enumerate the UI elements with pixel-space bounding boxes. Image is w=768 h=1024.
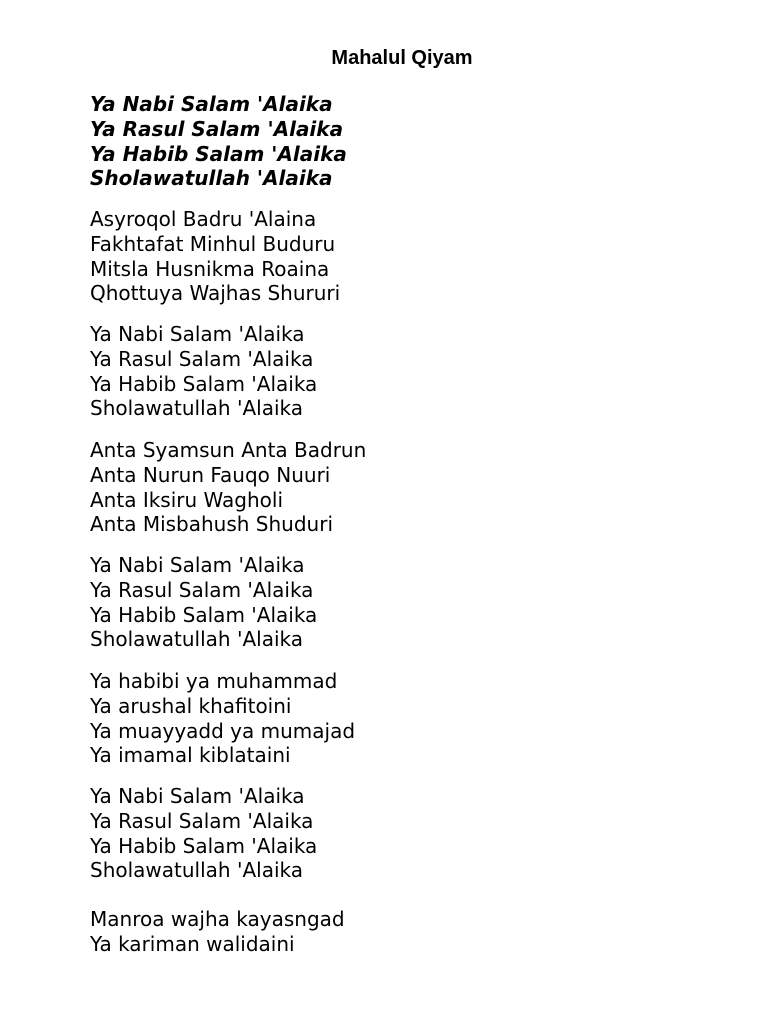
stanza-verse-4 <box>90 907 730 957</box>
lyric-line: Anta Nurun Fauqo Nuuri <box>90 462 331 487</box>
lyric-line: Ya kariman walidaini <box>90 931 295 956</box>
lyric-line: Ya Nabi Salam 'Alaika <box>90 553 305 577</box>
document-title: Mahalul Qiyam <box>331 47 473 69</box>
lyric-line: Mitsla Husnikma Roaina <box>90 256 330 281</box>
lyric-line: Sholawatullah 'Alaika <box>90 166 333 191</box>
lyric-line: Manroa wajha kayasngad <box>90 907 345 931</box>
lyric-line: Anta Misbahush Shuduri <box>90 512 333 537</box>
stanza-verse-2 <box>90 438 730 537</box>
lyric-line: Qhottuya Wajhas Shururi <box>90 281 341 306</box>
stanza-chorus-4 <box>90 784 730 883</box>
lyric-line: Anta Iksiru Wagholi <box>90 487 283 512</box>
lyric-line: Sholawatullah 'Alaika <box>90 627 303 652</box>
stanza-verse-1 <box>90 207 730 306</box>
lyric-line: Ya Rasul Salam 'Alaika <box>90 346 314 371</box>
lyric-line: Ya Rasul Salam 'Alaika <box>90 808 314 833</box>
lyric-line: Ya imamal kiblataini <box>90 743 291 768</box>
lyric-line: Ya Habib Salam 'Alaika <box>90 602 318 627</box>
lyric-line: Ya arushal khafitoini <box>90 693 292 718</box>
stanza-chorus-3 <box>90 553 730 652</box>
lyric-line: Ya Nabi Salam 'Alaika <box>90 322 305 346</box>
stanza-chorus-2 <box>90 322 730 421</box>
lyric-line: Fakhtafat Minhul Buduru <box>90 231 336 256</box>
stanza-chorus-1 <box>90 92 730 191</box>
lyric-line: Ya Nabi Salam 'Alaika <box>90 784 305 808</box>
lyric-line: Ya Habib Salam 'Alaika <box>90 371 318 396</box>
lyric-line: Ya muayyadd ya mumajad <box>90 718 356 743</box>
lyric-line: Asyroqol Badru 'Alaina <box>90 207 317 231</box>
lyric-line: Ya Rasul Salam 'Alaika <box>90 577 314 602</box>
lyric-line: Anta Syamsun Anta Badrun <box>90 438 367 462</box>
lyric-line: Ya Habib Salam 'Alaika <box>90 141 347 166</box>
lyric-line: Sholawatullah 'Alaika <box>90 396 303 421</box>
lyric-line: Ya Nabi Salam 'Alaika <box>90 92 333 116</box>
lyric-line: Sholawatullah 'Alaika <box>90 858 303 883</box>
lyric-line: Ya Habib Salam 'Alaika <box>90 833 318 858</box>
lyric-line: Ya habibi ya muhammad <box>90 669 338 693</box>
stanza-verse-3 <box>90 669 730 768</box>
lyric-line: Ya Rasul Salam 'Alaika <box>90 116 344 141</box>
